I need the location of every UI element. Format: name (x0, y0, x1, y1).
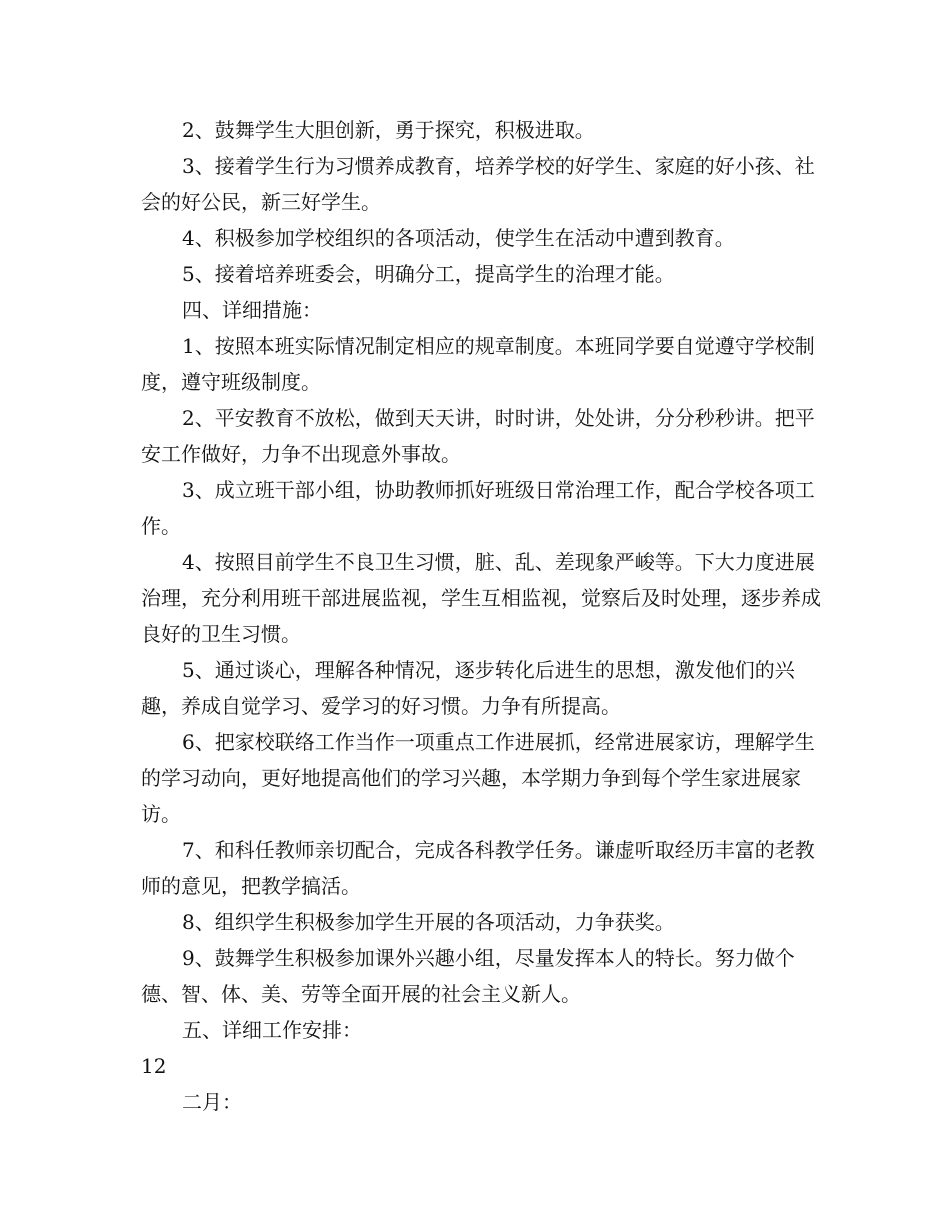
paragraph-measure-6: 6、把家校联络工作当作一项重点工作进展抓，经常进展家访，理解学生的学习动向，更好地提高他们的学习兴趣，本学期力争到每个学生家进展家访。 (141, 730, 815, 826)
section-heading-measures: 四、详细措施： (182, 298, 322, 322)
month-heading-february: 二月： (182, 1090, 242, 1114)
paragraph-goal-4: 4、积极参加学校组织的各项活动，使学生在活动中遭到教育。 (182, 226, 735, 250)
page-number: 12 (141, 1054, 167, 1078)
paragraph-measure-7: 7、和科任教师亲切配合，完成各科教学任务。谦虚听取经历丰富的老教师的意见，把教学搞活。 (141, 838, 815, 898)
paragraph-goal-3: 3、接着学生行为习惯养成教育，培养学校的好学生、家庭的好小孩、社会的好公民，新三好学生。 (141, 154, 815, 214)
paragraph-goal-2: 2、鼓舞学生大胆创新，勇于探究，积极进取。 (182, 118, 595, 142)
paragraph-measure-9: 9、鼓舞学生积极参加课外兴趣小组，尽量发挥本人的特长。努力做个德、智、体、美、劳等全面开展的社会主义新人。 (141, 946, 795, 1006)
paragraph-measure-8: 8、组织学生积极参加学生开展的各项活动，力争获奖。 (182, 910, 675, 934)
paragraph-goal-5: 5、接着培养班委会，明确分工，提高学生的治理才能。 (182, 262, 675, 286)
section-heading-schedule: 五、详细工作安排： (182, 1018, 362, 1042)
paragraph-measure-1: 1、按照本班实际情况制定相应的规章制度。本班同学要自觉遵守学校制度，遵守班级制度。 (141, 334, 815, 394)
paragraph-measure-3: 3、成立班干部小组，协助教师抓好班级日常治理工作，配合学校各项工作。 (141, 478, 815, 538)
paragraph-measure-5: 5、通过谈心，理解各种情况，逐步转化后进生的思想，激发他们的兴趣，养成自觉学习、爱学习的好习惯。力争有所提高。 (141, 658, 795, 718)
paragraph-measure-2: 2、平安教育不放松，做到天天讲，时时讲，处处讲，分分秒秒讲。把平安工作做好，力争不出现意外事故。 (141, 406, 815, 466)
paragraph-measure-4: 4、按照目前学生不良卫生习惯，脏、乱、差现象严峻等。下大力度进展治理，充分利用班干部进展监视，学生互相监视，觉察后及时处理，逐步养成良好的卫生习惯。 (141, 550, 821, 646)
document-body (141, 112, 821, 1120)
